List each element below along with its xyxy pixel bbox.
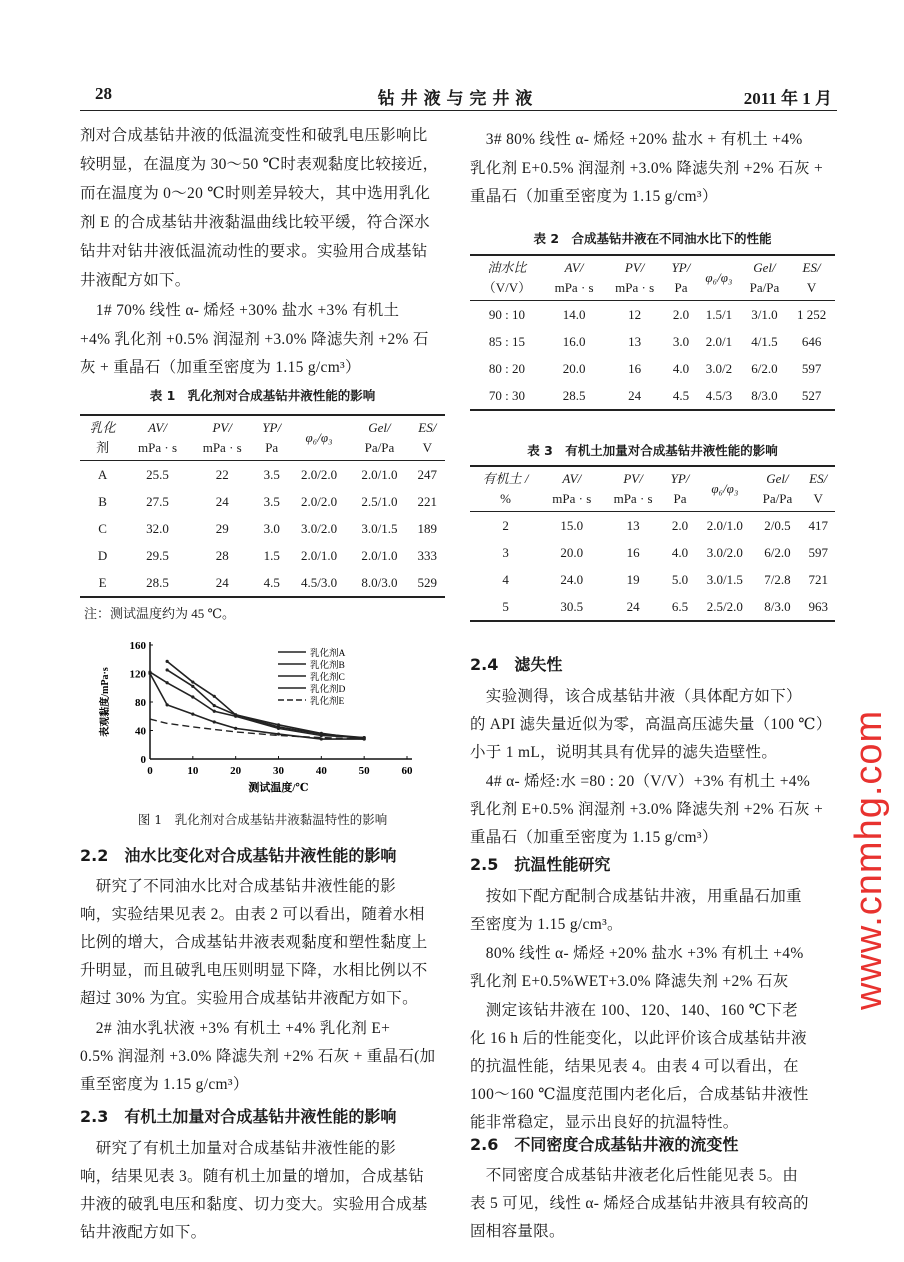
table-cell: 32.0 (146, 520, 169, 536)
table-row (470, 539, 835, 566)
x-tick-label: 50 (358, 765, 370, 777)
header-line: 乳化 (89, 420, 116, 435)
table-cell: 3.0 (672, 333, 690, 349)
table-row (80, 515, 445, 542)
table-cell: 3 (502, 544, 509, 560)
header-line: ES/ (418, 420, 437, 435)
table-cell: 29 (215, 520, 229, 536)
column-header (697, 255, 741, 301)
data-point (166, 703, 169, 706)
legend-label: 乳化剂B (310, 661, 345, 671)
table-row (80, 488, 445, 515)
table-cell: 20.0 (562, 360, 586, 376)
text-line: 升明显，而且破乳电压则明显下降，水相比例以不 (80, 962, 428, 979)
text-line: 固相容量限。 (470, 1223, 565, 1240)
table-cell: 16 (628, 360, 642, 376)
data-point (277, 727, 280, 730)
header-line: ES/ (809, 471, 828, 486)
table-cell: 6.5 (671, 598, 689, 614)
text-line: 比例的增大，合成基钻井液表观黏度和塑性黏度上 (80, 934, 428, 951)
header-unit: mPa · s (138, 440, 177, 455)
data-point (320, 734, 323, 737)
table-cell: 2.0/1.0 (706, 517, 743, 533)
column-header (410, 415, 445, 461)
header-unit: Pa (673, 491, 687, 506)
data-point (234, 715, 237, 718)
header-rule (80, 110, 837, 111)
text-line: 至密度为 1.15 g/cm³。 (470, 916, 623, 933)
header-unit: 剂 (96, 440, 110, 455)
page-number: 28 (95, 84, 112, 103)
table-header-row (470, 466, 835, 512)
legend-label: 乳化剂C (310, 673, 345, 683)
data-point (213, 710, 216, 713)
table-cell: 247 (417, 466, 438, 482)
table-cell: A (97, 466, 108, 482)
table-cell: 721 (808, 571, 828, 587)
table-cell: 3.0 (263, 520, 280, 536)
text-line: 化 16 h 后的性能变化，以此评价该合成基钻井液 (470, 1030, 807, 1047)
table-cell: 4.5 (672, 387, 690, 403)
header-unit: （V/V） (482, 280, 532, 295)
header-unit: V (422, 440, 432, 455)
column-header (604, 255, 665, 301)
table-cell: B (98, 493, 107, 509)
table-cell: 3.0/2 (705, 360, 733, 376)
text-line: 研究了有机土加量对合成基钻井液性能的影 (80, 1140, 397, 1157)
text-line: 80% 线性 α- 烯烃 +20% 盐水 +3% 有机土 +4% (470, 945, 804, 962)
table-cell: 2 (502, 517, 509, 533)
legend-label: 乳化剂D (310, 685, 346, 695)
x-tick-label: 20 (230, 765, 242, 777)
y-tick-label: 120 (129, 668, 146, 681)
y-tick-label: 0 (140, 754, 146, 766)
column-header (190, 415, 255, 461)
legend-label: 乳化剂A (310, 649, 346, 659)
data-point (166, 681, 169, 684)
y-tick-label: 80 (135, 697, 146, 709)
text-line: 超过 30% 为宜。实验用合成基钻井液配方如下。 (80, 990, 418, 1007)
table3 (470, 465, 835, 622)
text-line: 0.5% 润湿剂 +3.0% 降滤失剂 +2% 石灰 + 重晶石(加 (80, 1048, 436, 1065)
table-cell: 2.5/2.0 (706, 598, 743, 614)
table-row (80, 461, 445, 489)
table-cell: 4/1.5 (751, 333, 778, 349)
table-cell: 8/3.0 (751, 387, 778, 403)
text-line: 重晶石（加重至密度为 1.15 g/cm³） (470, 829, 718, 846)
data-point (213, 720, 216, 723)
table-row (470, 593, 835, 621)
header-line: YP/ (670, 471, 690, 486)
data-point (166, 668, 169, 671)
viscosity-temperature-chart (80, 630, 440, 802)
header-line: φ₆/φ₃ (705, 270, 733, 285)
text-line: 较明显，在温度为 30～50 ℃时表观黏度比较接近， (80, 156, 439, 173)
table-cell: 2.0/1.0 (361, 547, 398, 563)
text-line: 测定该钻井液在 100、120、140、160 ℃下老 (470, 1002, 798, 1019)
header-line: YP/ (262, 420, 282, 435)
header-line: PV/ (624, 260, 645, 275)
text-line: 乳化剂 E+0.5%WET+3.0% 降滤失剂 +2% 石灰 (470, 973, 789, 990)
data-point (191, 695, 194, 698)
table-cell: 333 (417, 547, 438, 563)
header-line: ES/ (802, 260, 821, 275)
text-line: 响，结果见表 3。随有机土加量的增加，合成基钻 (80, 1168, 425, 1185)
header-unit: Pa (265, 440, 279, 455)
data-point (213, 704, 216, 707)
header-unit: Pa/Pa (364, 440, 395, 455)
table-cell: 3.0/2.0 (300, 520, 338, 536)
header-line: YP/ (671, 260, 691, 275)
table-cell: 1.5/1 (705, 306, 733, 322)
table-row (80, 569, 445, 597)
table-cell: 2/0.5 (764, 517, 791, 533)
x-tick-label: 60 (401, 765, 413, 777)
header-line: Gel/ (766, 471, 789, 486)
table-cell: 2.0/2.0 (300, 466, 338, 482)
column-header (788, 255, 835, 301)
column-header (753, 466, 801, 512)
y-tick-label: 160 (129, 640, 146, 652)
watermark: www.cnmhg.com (848, 709, 890, 1010)
x-tick-label: 0 (147, 765, 153, 777)
table1 (80, 414, 445, 598)
section-heading: 2.5 抗温性能研究 (470, 855, 611, 874)
table-cell: 85 : 15 (488, 333, 525, 349)
x-tick-label: 30 (273, 765, 284, 777)
table3-caption: 表 3 有机土加量对合成基钻井液性能的影响 (527, 443, 778, 458)
text-line: 井液配方如下。 (80, 272, 191, 289)
table-cell: 4 (502, 571, 509, 587)
table-row (470, 328, 835, 355)
table-cell: 8/3.0 (764, 598, 791, 614)
table-cell: 22 (215, 466, 229, 482)
table-cell: 3.5 (263, 493, 280, 509)
text-line: 而在温度为 0～20 ℃时则差异较大，其中选用乳化 (80, 185, 431, 202)
column-header (544, 255, 605, 301)
table-cell: 8.0/3.0 (361, 574, 398, 590)
table1-caption: 表 1 乳化剂对合成基钻井液性能的影响 (149, 388, 376, 403)
text-line: 100～160 ℃温度范围内老化后，合成基钻井液性 (470, 1086, 809, 1103)
table-cell: 90 : 10 (488, 306, 525, 322)
column-header (541, 466, 602, 512)
header-line: AV/ (562, 471, 582, 486)
column-header (801, 466, 835, 512)
text-line: 的 API 滤失量近似为零，高温高压滤失量（100 ℃） (470, 716, 832, 733)
data-point (166, 660, 169, 663)
data-point (277, 723, 280, 726)
table1-note: 注：测试温度约为 45 ℃。 (84, 606, 236, 621)
table-cell: 24 (626, 598, 640, 614)
header-unit: mPa · s (202, 440, 242, 455)
x-tick-label: 10 (187, 765, 199, 777)
table-cell: 529 (417, 574, 438, 590)
text-line: 重至密度为 1.15 g/cm³） (80, 1076, 249, 1093)
text-line: 钻井液配方如下。 (80, 1224, 207, 1241)
data-point (191, 713, 194, 716)
header-unit: Pa/Pa (749, 280, 780, 295)
column-header (80, 415, 125, 461)
table2 (470, 254, 835, 411)
y-axis-label: 表观黏度/mPa·s (100, 667, 111, 737)
text-line: 2# 油水乳状液 +3% 有机土 +4% 乳化剂 E+ (80, 1020, 391, 1037)
table-cell: 70 : 30 (488, 387, 525, 403)
table-cell: 15.0 (560, 517, 584, 533)
table-cell: 3/1.0 (751, 306, 778, 322)
header-unit: V (813, 491, 823, 506)
text-line: 研究了不同油水比对合成基钻井液性能的影 (80, 878, 397, 895)
table-cell: 4.5/3.0 (300, 574, 338, 590)
text-line: 钻井对钻井液低温流动性的要求。实验用合成基钻 (80, 243, 428, 260)
table-cell: 4.5/3 (705, 387, 733, 403)
text-line: 小于 1 mL，说明其具有优异的滤失造壁性。 (470, 744, 778, 761)
table-cell: 29.5 (146, 547, 169, 563)
table-cell: 1.5 (263, 547, 280, 563)
text-line: 实验测得，该合成基钻井液（具体配方如下） (470, 688, 802, 705)
table-cell: 28.5 (146, 574, 169, 590)
table-cell: 3.0/1.5 (706, 571, 743, 587)
table-cell: 13 (626, 517, 640, 533)
column-header (289, 415, 349, 461)
table-row (470, 512, 835, 540)
text-line: 3# 80% 线性 α- 烯烃 +20% 盐水 + 有机土 +4% (470, 131, 803, 148)
header-line: Gel/ (368, 420, 391, 435)
y-tick-label: 40 (135, 725, 146, 738)
data-point (213, 695, 216, 698)
text-line: 的抗温性能，结果见表 4。由表 4 可以看出，在 (470, 1058, 799, 1075)
table-header-row (470, 255, 835, 301)
column-header (664, 466, 697, 512)
table-row (470, 566, 835, 593)
header-line: 油水比 (487, 260, 527, 275)
header-unit: mPa · s (554, 280, 594, 295)
section-heading: 2.6 不同密度合成基钻井液的流变性 (470, 1135, 739, 1154)
header-unit: mPa · s (552, 491, 592, 506)
table-cell: 28.5 (562, 387, 586, 403)
table-cell: 5 (502, 598, 509, 614)
table-cell: 28 (215, 547, 229, 563)
figure1-caption: 图 1 乳化剂对合成基钻井液黏温特性的影响 (137, 812, 388, 827)
table-cell: 2.5/1.0 (361, 493, 398, 509)
table-cell: 221 (417, 493, 438, 509)
table-cell: 30.5 (560, 598, 584, 614)
text-line: +4% 乳化剂 +0.5% 润湿剂 +3.0% 降滤失剂 +2% 石 (80, 331, 429, 348)
text-line: 重晶石（加重至密度为 1.15 g/cm³） (470, 188, 718, 205)
header-unit: mPa · s (613, 491, 653, 506)
table-cell: 2.0 (671, 517, 689, 533)
column-header (696, 466, 753, 512)
header-unit: % (500, 491, 511, 506)
header-line: Gel/ (753, 260, 776, 275)
text-line: 4# α- 烯烃:水 =80 : 20（V/V）+3% 有机土 +4% (470, 773, 811, 790)
issue-date: 2011 年 1 月 (743, 89, 832, 108)
table-cell: 597 (801, 360, 822, 376)
table-header-row (80, 415, 445, 461)
column-header (255, 415, 289, 461)
text-line: 表 5 可见，线性 α- 烯烃合成基钻井液具有较高的 (470, 1195, 809, 1212)
text-line: 剂对合成基钻井液的低温流变性和破乳电压影响比 (80, 127, 428, 144)
text-line: 不同密度合成基钻井液老化后性能见表 5。由 (470, 1167, 799, 1184)
text-line: 乳化剂 E+0.5% 润湿剂 +3.0% 降滤失剂 +2% 石灰 + (470, 801, 823, 818)
table-cell: 2.0/1.0 (300, 547, 338, 563)
header-unit: mPa · s (615, 280, 655, 295)
column-header (741, 255, 788, 301)
table-cell: 646 (801, 333, 822, 349)
table-cell: 4.5 (263, 574, 280, 590)
table-cell: 14.0 (562, 306, 586, 322)
table-cell: 6/2.0 (751, 360, 778, 376)
header-line: PV/ (623, 471, 643, 486)
table-cell: 25.5 (146, 466, 169, 482)
table-cell: 27.5 (146, 493, 169, 509)
header-unit: V (806, 280, 817, 295)
x-axis-label: 测试温度/℃ (248, 782, 309, 794)
table-cell: 16 (626, 544, 640, 560)
header-line: AV/ (564, 260, 584, 275)
table-cell: C (98, 520, 107, 536)
section-heading: 2.4 滤失性 (470, 655, 563, 674)
table-cell: 2.0/1 (705, 333, 733, 349)
table-cell: 417 (808, 517, 828, 533)
table-cell: 4.0 (672, 360, 690, 376)
table2-caption: 表 2 合成基钻井液在不同油水比下的性能 (533, 231, 772, 246)
table-cell: D (97, 547, 108, 563)
table-cell: 6/2.0 (764, 544, 791, 560)
text-line: 1# 70% 线性 α- 烯烃 +30% 盐水 +3% 有机土 (80, 302, 400, 319)
table-cell: 24 (628, 387, 642, 403)
header-unit: Pa/Pa (762, 491, 793, 506)
table-cell: 20.0 (560, 544, 584, 560)
table-row (470, 355, 835, 382)
journal-title: 钻 井 液 与 完 井 液 (377, 89, 533, 109)
column-header (665, 255, 697, 301)
column-header (470, 466, 541, 512)
table-cell: 13 (628, 333, 642, 349)
table-cell: 7/2.8 (764, 571, 791, 587)
data-point (234, 727, 237, 730)
text-line: 能非常稳定，显示出良好的抗温特性。 (470, 1114, 739, 1131)
header-unit: Pa (674, 280, 688, 295)
table-cell: 1 252 (796, 306, 827, 322)
table-cell: E (98, 574, 107, 590)
table-cell: 16.0 (562, 333, 586, 349)
table-cell: 963 (808, 598, 828, 614)
x-tick-label: 40 (315, 765, 327, 777)
table-cell: 5.0 (671, 571, 689, 587)
header-line: AV/ (148, 420, 167, 435)
text-line: 响，实验结果见表 2。由表 2 可以看出，随着水相 (80, 906, 425, 923)
table-cell: 24 (215, 493, 229, 509)
column-header (349, 415, 409, 461)
table-cell: 24.0 (560, 571, 584, 587)
table-cell: 2.0/2.0 (300, 493, 338, 509)
data-point (277, 732, 280, 735)
header-line: φ₆/φ₃ (305, 430, 333, 445)
column-header (125, 415, 190, 461)
column-header (602, 466, 663, 512)
table-row (470, 382, 835, 410)
table-cell: 3.5 (263, 466, 280, 482)
section-heading: 2.3 有机土加量对合成基钻井液性能的影响 (80, 1107, 397, 1126)
legend-label: 乳化剂E (310, 697, 345, 707)
table-cell: 24 (215, 574, 229, 590)
table-row (80, 542, 445, 569)
section-heading: 2.2 油水比变化对合成基钻井液性能的影响 (80, 846, 397, 865)
table-cell: 597 (808, 544, 828, 560)
table-cell: 2.0/1.0 (361, 466, 398, 482)
column-header (470, 255, 544, 301)
table-cell: 527 (801, 387, 822, 403)
data-point (148, 672, 151, 675)
header-line: PV/ (212, 420, 232, 435)
header-line: φ₆/φ₃ (711, 481, 739, 496)
text-line: 剂 E 的合成基钻井液黏温曲线比较平缓，符合深水 (80, 214, 430, 231)
table-row (470, 301, 835, 329)
data-point (191, 680, 194, 683)
table-cell: 3.0/2.0 (706, 544, 743, 560)
table-cell: 12 (628, 306, 642, 322)
table-cell: 80 : 20 (488, 360, 525, 376)
table-cell: 19 (626, 571, 640, 587)
data-point (191, 685, 194, 688)
table-cell: 3.0/1.5 (361, 520, 398, 536)
text-line: 灰 + 重晶石（加重至密度为 1.15 g/cm³） (80, 359, 361, 376)
header-line: 有机土 / (482, 471, 529, 486)
table-cell: 2.0 (672, 306, 690, 322)
text-line: 乳化剂 E+0.5% 润湿剂 +3.0% 降滤失剂 +2% 石灰 + (470, 160, 823, 177)
table-cell: 189 (417, 520, 438, 536)
text-line: 按如下配方配制合成基钻井液，用重晶石加重 (470, 888, 802, 905)
table-cell: 4.0 (671, 544, 689, 560)
text-line: 井液的破乳电压和黏度、切力变大。实验用合成基 (80, 1196, 428, 1213)
